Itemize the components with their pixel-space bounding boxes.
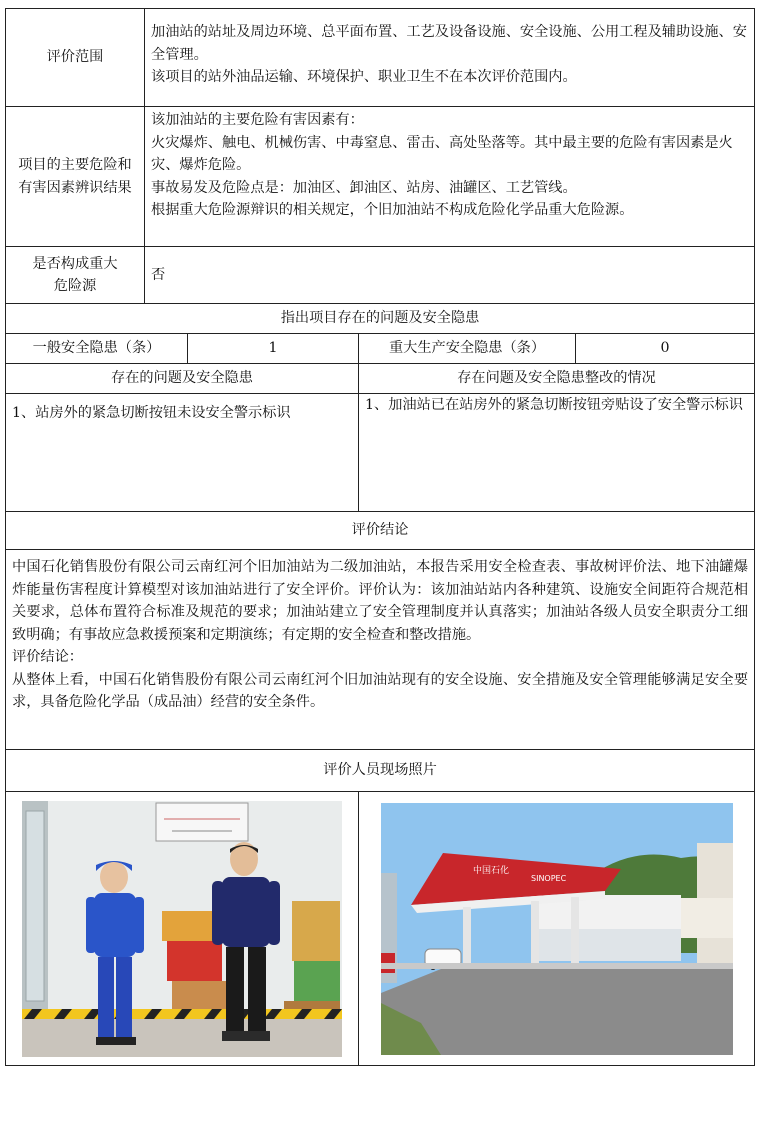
problems-column-header: 存在的问题及安全隐患 <box>6 364 359 394</box>
major-hazard-row <box>6 247 755 304</box>
major-hazard-label: 是否构成重大危险源 <box>6 247 145 304</box>
hazards-line: 事故易发及危险点是：加油区、卸油区、站房、油罐区、工艺管线。 <box>151 179 577 196</box>
major-hazard-count-label: 重大生产安全隐患（条） <box>359 334 576 364</box>
major-hazard-value: 否 <box>145 247 755 304</box>
conclusion-sub-label: 评价结论： <box>12 649 83 665</box>
general-hazard-label: 一般安全隐患（条） <box>6 334 188 364</box>
hazards-line: 该加油站的主要危险有害因素有： <box>151 112 364 128</box>
evaluation-table <box>5 8 755 1066</box>
issue-detail-row <box>6 394 755 512</box>
general-hazard-count: 1 <box>188 334 359 364</box>
scope-label: 评价范围 <box>6 9 145 107</box>
canopy-brand-cn: 中国石化 <box>472 865 509 876</box>
rectification-item: 1、加油站已在站房外的紧急切断按钮旁贴设了安全警示标识 <box>359 394 755 512</box>
staff-photo <box>22 801 342 1057</box>
conclusion-body: 中国石化销售股份有限公司云南红河个旧加油站为二级加油站，本报告采用安全检查表、事故树评价法、地下油罐爆炸能量伤害程度计算模型对该加油站进行了安全评价。评价认为：该加油站站内各种建筑、设施安全间距符合规范相关要求，总体布置符合标准及规范的要求；加油站建立了安全管理制度并认真落实；加油站各级人员安全职责分工细致明确；有事故应急救援预案和定期演练；有定期的安全检查和整改措施。 <box>12 559 749 643</box>
conclusion-row <box>6 550 755 750</box>
scope-row <box>6 9 755 107</box>
hazards-row <box>6 107 755 247</box>
photo-cell-station <box>359 792 755 1066</box>
conclusion-content <box>6 550 755 750</box>
photos-title-row <box>6 750 755 792</box>
scope-line: 该项目的站外油品运输、环境保护、职业卫生不在本次评价范围内。 <box>151 69 577 85</box>
evaluation-report-page <box>5 8 754 1066</box>
issues-section-title: 指出项目存在的问题及安全隐患 <box>6 304 755 334</box>
scope-line: 加油站的站址及周边环境、总平面布置、工艺及设备设施、安全设施、公用工程及辅助设施、安全管理。 <box>151 24 747 63</box>
hazard-count-row <box>6 334 755 364</box>
issues-header-row <box>6 364 755 394</box>
hazards-label: 项目的主要危险和有害因素辨识结果 <box>6 107 145 247</box>
conclusion-section-title: 评价结论 <box>6 512 755 550</box>
conclusion-title-row <box>6 512 755 550</box>
hazards-line: 火灾爆炸、触电、机械伤害、中毒窒息、雷击、高处坠落等。其中最主要的危险有害因素是火灾、爆炸危险。 <box>151 134 733 173</box>
canopy-brand-en: SINOPEC <box>530 873 566 883</box>
photos-row <box>6 792 755 1066</box>
scope-content <box>145 9 755 107</box>
issues-title-row <box>6 304 755 334</box>
major-hazard-count: 0 <box>576 334 755 364</box>
station-photo <box>381 803 733 1055</box>
photo-cell-staff <box>6 792 359 1066</box>
conclusion-final: 从整体上看，中国石化销售股份有限公司云南红河个旧加油站现有的安全设施、安全措施及安全管理能够满足安全要求，具备危险化学品（成品油）经营的安全条件。 <box>12 671 749 710</box>
rectification-column-header: 存在问题及安全隐患整改的情况 <box>359 364 755 394</box>
hazards-content <box>145 107 755 247</box>
hazards-line: 根据重大危险源辩识的相关规定，个旧加油站不构成危险化学品重大危险源。 <box>151 202 634 218</box>
photos-section-title: 评价人员现场照片 <box>6 750 755 792</box>
problem-item: 1、站房外的紧急切断按钮未设安全警示标识 <box>6 394 359 512</box>
